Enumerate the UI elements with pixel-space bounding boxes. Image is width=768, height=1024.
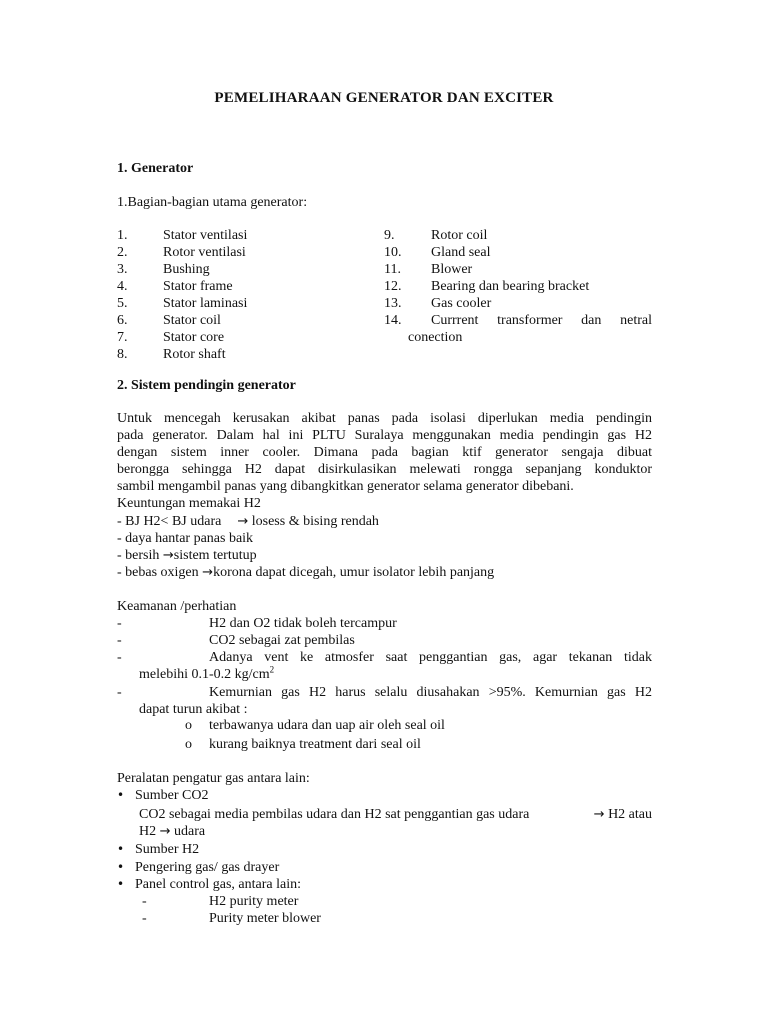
item-text: - BJ H2< BJ udara (117, 514, 222, 529)
bullet-icon: • (117, 877, 125, 891)
item-text: - bersih (117, 548, 160, 563)
cooling-paragraph (117, 410, 652, 495)
list-number: 12. (384, 279, 402, 294)
list-item (384, 278, 652, 295)
list-text: Currrent transformer dan netral (431, 313, 652, 328)
right-arrow-icon: → (159, 824, 171, 839)
peralatan-title: Peralatan pengatur gas antara lain: (117, 771, 310, 786)
keuntungan-item (117, 513, 379, 530)
keamanan-item-dash: - (117, 650, 122, 665)
bullet-item (117, 787, 209, 804)
superscript: 2 (269, 664, 275, 675)
list-number: 13. (384, 296, 402, 311)
bullet-icon: • (117, 842, 125, 856)
item-text: H2 purity meter (209, 894, 299, 909)
list-number: 1. (117, 228, 128, 243)
item-text: kurang baiknya treatment dari seal oil (209, 737, 421, 752)
parts-list-right (384, 227, 652, 346)
item-text: Panel control gas, antara lain: (135, 877, 301, 892)
list-text: Rotor shaft (163, 347, 226, 362)
paragraph-line: sambil mengambil panas yang dibangkitkan generator selama generator dibebani. (117, 479, 574, 494)
list-item (117, 261, 210, 278)
list-item (384, 244, 652, 261)
list-text: Gas cooler (431, 296, 492, 311)
list-item (117, 278, 233, 295)
dash-marker: - (117, 616, 122, 631)
list-item (117, 346, 226, 363)
keamanan-item-cont (139, 666, 274, 683)
sub-item (185, 717, 445, 734)
keamanan-item (117, 632, 355, 649)
bullet-icon: • (117, 788, 125, 802)
list-number: 2. (117, 245, 128, 260)
right-arrow-icon: → (237, 514, 249, 529)
list-number: 14. (384, 313, 402, 328)
keamanan-item-cont: dapat turun akibat : (139, 702, 248, 717)
panel-item (142, 893, 299, 910)
keuntungan-item (117, 547, 257, 564)
keuntungan-title: Keuntungan memakai H2 (117, 496, 261, 511)
list-item (117, 312, 221, 329)
list-text: Bushing (163, 262, 210, 277)
keamanan-item-text: Kemurnian gas H2 harus selalu diusahakan >95%. Kemurnian gas H2 (209, 685, 652, 700)
list-item-continuation (384, 329, 652, 346)
bullet-item (117, 876, 301, 893)
circle-marker: o (185, 718, 192, 733)
list-number: 8. (117, 347, 128, 362)
list-number: 4. (117, 279, 128, 294)
item-text: korona dapat dicegah, umur isolator lebih panjang (213, 565, 495, 580)
item-text: terbawanya udara dan uap air oleh seal oil (209, 718, 445, 733)
list-text: Gland seal (431, 245, 491, 260)
list-text: Stator ventilasi (163, 228, 248, 243)
parts-list-left (117, 227, 248, 363)
keamanan-title: Keamanan /perhatian (117, 599, 237, 614)
item-text: H2 dan O2 tidak boleh tercampur (209, 616, 397, 631)
co2-line (139, 806, 652, 823)
bullet-icon: • (117, 860, 125, 874)
right-arrow-icon: → (593, 807, 605, 822)
item-text: Sumber CO2 (135, 788, 209, 803)
keamanan-item (117, 615, 397, 632)
item-text: udara (174, 824, 206, 839)
paragraph-line: pada generator. Dalam hal ini PLTU Suralaya menggunakan media pendingin gas H2 (117, 428, 652, 443)
list-text: Stator frame (163, 279, 233, 294)
item-text: Sumber H2 (135, 842, 200, 857)
dash-marker: - (142, 911, 147, 926)
paragraph-line: Untuk mencegah kerusakan akibat panas pada isolasi diperlukan media pendingin (117, 411, 652, 426)
list-number: 9. (384, 228, 395, 243)
list-text: Rotor ventilasi (163, 245, 246, 260)
item-text: sistem tertutup (173, 548, 257, 563)
panel-item (142, 910, 321, 927)
item-text: - bebas oxigen (117, 565, 199, 580)
item-text: CO2 sebagai zat pembilas (209, 633, 355, 648)
list-item (384, 312, 652, 329)
item-text: H2 atau (608, 807, 652, 822)
list-number: 5. (117, 296, 128, 311)
list-number: 6. (117, 313, 128, 328)
list-text-continuation: conection (408, 330, 463, 345)
list-text: Stator coil (163, 313, 221, 328)
sub-item (185, 736, 421, 753)
dash-marker: - (117, 633, 122, 648)
list-text: Stator core (163, 330, 225, 345)
bullet-item (117, 859, 280, 876)
item-text: CO2 sebagai media pembilas udara dan H2 sat penggantian gas udara (139, 807, 530, 822)
list-text: Stator laminasi (163, 296, 248, 311)
list-number: 11. (384, 262, 401, 277)
dash-marker: - (142, 894, 147, 909)
item-text: Pengering gas/ gas drayer (135, 860, 280, 875)
keamanan-item-dash: - (117, 685, 122, 700)
keuntungan-item (117, 564, 494, 581)
item-text: losess & bising rendah (251, 514, 379, 529)
section-2-heading: 2. Sistem pendingin generator (117, 378, 296, 393)
section-1-subheading: 1.Bagian-bagian utama generator: (117, 195, 308, 210)
list-item (117, 295, 248, 312)
list-number: 3. (117, 262, 128, 277)
item-text (594, 806, 652, 823)
co2-line (139, 823, 652, 840)
section-1-heading: 1. Generator (117, 161, 194, 176)
list-text: Blower (431, 262, 473, 277)
paragraph-line: berongga sehingga H2 dapat disirkulasikan melewati rongga sepanjang konduktor (117, 462, 652, 477)
list-item (117, 244, 246, 261)
list-item (384, 261, 652, 278)
list-item (117, 227, 248, 244)
item-text: Purity meter blower (209, 911, 321, 926)
keuntungan-item (117, 530, 253, 547)
list-number: 7. (117, 330, 128, 345)
list-text: Rotor coil (431, 228, 488, 243)
list-number: 10. (384, 245, 402, 260)
page-title: PEMELIHARAAN GENERATOR DAN EXCITER (214, 90, 554, 106)
item-text: - daya hantar panas baik (117, 531, 254, 546)
bullet-item (117, 841, 200, 858)
right-arrow-icon: → (202, 565, 214, 580)
list-text: Bearing dan bearing bracket (431, 279, 590, 294)
keamanan-item-text: Adanya vent ke atmosfer saat penggantian gas, agar tekanan tidak (209, 650, 652, 665)
item-text: melebihi 0.1-0.2 kg/cm (139, 667, 270, 682)
right-arrow-icon: → (162, 548, 174, 563)
item-text: H2 (139, 824, 157, 839)
co2-description (139, 806, 652, 840)
circle-marker: o (185, 737, 192, 752)
list-item (117, 329, 225, 346)
list-item (384, 227, 652, 244)
list-item (384, 295, 652, 312)
paragraph-line: dengan sistem inner cooler. Dimana pada bagian ktif generator sengaja dibuat (117, 445, 652, 460)
